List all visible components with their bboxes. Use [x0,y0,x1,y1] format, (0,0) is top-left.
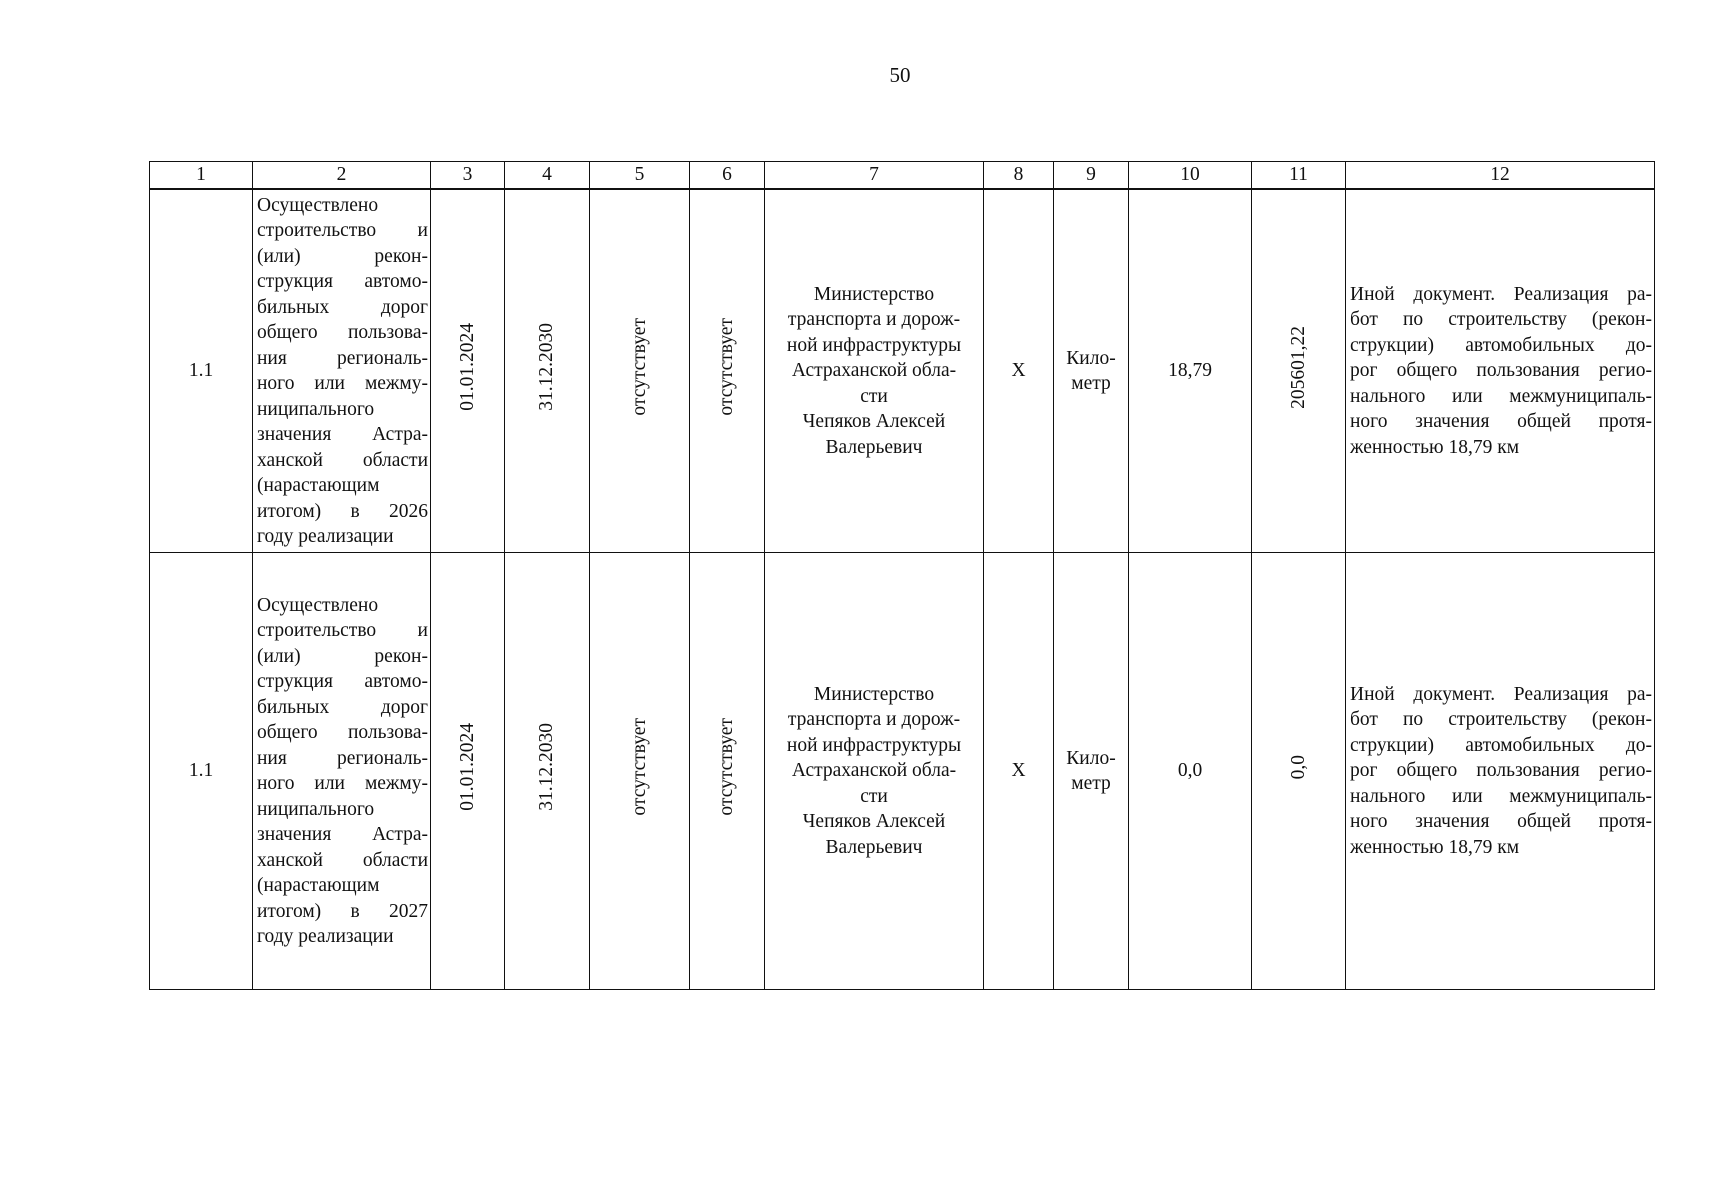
end-date: 31.12.2030 [536,723,558,812]
description-line: Осуществлено [257,194,379,216]
description-line: значения Астра- [257,424,428,445]
description-line: итогом) в 2027 [257,900,428,922]
document-line: рог общего пользования регио- [1350,360,1652,382]
document-line: женностью 18,79 км [1350,836,1520,858]
responsible-line: Чепяков Алексей [802,811,946,833]
document-line: нального или межмуниципаль- [1350,385,1652,407]
col8-value: X [984,553,1054,990]
document-line: Иной документ. Реализация ра- [1350,683,1652,705]
document-line: Иной документ. Реализация ра- [1350,283,1652,305]
col5-cell [590,189,690,553]
description-line: общего пользова- [257,322,428,343]
description-line: (нарастающим [257,875,380,896]
document-description [1346,189,1655,553]
description-line: итогом) в 2026 [257,500,428,522]
document-line: струкции) автомобильных до- [1350,734,1652,756]
table-row [150,189,1655,553]
column-header: 1 [150,162,253,190]
document-line: ного значения общей протя- [1350,811,1652,833]
unit-line: Кило- [1066,347,1116,369]
col5-value: отсутствует [628,318,650,417]
responsible-line: Астраханской обла- [791,360,957,382]
description-line: ниципального [257,798,375,820]
column-header: 7 [765,162,984,190]
description-line: бильных дорог [257,296,428,318]
description-line: ного или межму- [257,373,428,394]
responsible-line: Министерство [813,683,935,705]
header-row [150,162,1655,190]
description-line: ния региональ- [257,747,428,769]
description-line: бильных дорог [257,696,428,718]
column-header: 9 [1054,162,1129,190]
column-header: 11 [1252,162,1346,190]
funding-cell [1252,189,1346,553]
col8-value: X [984,189,1054,553]
end-date: 31.12.2030 [536,323,558,412]
document-line: рог общего пользования регио- [1350,760,1652,782]
indicator-value: 18,79 [1129,189,1252,553]
col6-value: отсутствует [716,318,738,417]
end-date-cell [505,553,590,990]
unit [1054,553,1129,990]
responsible-line: ной инфраструктуры [786,734,962,756]
unit [1054,189,1129,553]
column-header: 6 [690,162,765,190]
funding-cell [1252,553,1346,990]
responsible [765,553,984,990]
start-date-cell [431,553,505,990]
responsible-line: сти [860,785,888,807]
description-line: ханской области [257,849,428,871]
page-number: 50 [889,63,911,87]
col5-cell [590,553,690,990]
description-line: ния региональ- [257,347,428,369]
responsible-line: транспорта и дорож- [787,709,961,731]
description-line: ханской области [257,449,428,471]
document-line: струкции) автомобильных до- [1350,334,1652,356]
col5-value: отсутствует [628,718,650,817]
description-line: Осуществлено [257,594,379,616]
description-line: (или) рекон- [257,245,428,267]
column-header: 8 [984,162,1054,190]
description-line: (нарастающим [257,475,380,496]
description-line: общего пользова- [257,722,428,743]
responsible-line: транспорта и дорож- [787,309,961,331]
col6-cell [690,189,765,553]
description-line: струкция автомо- [257,671,428,692]
document-line: бот по строительству (рекон- [1350,309,1652,331]
column-header: 2 [253,162,431,190]
column-header: 5 [590,162,690,190]
unit-line: Кило- [1066,747,1116,769]
description-line: значения Астра- [257,824,428,845]
description-line: ного или межму- [257,773,428,794]
end-date-cell [505,189,590,553]
funding-value: 205601,22 [1287,325,1309,409]
responsible-line: ной инфраструктуры [786,334,962,356]
data-table [149,161,1655,990]
unit-line: метр [1071,373,1111,394]
responsible [765,189,984,553]
column-header: 3 [431,162,505,190]
event-description [253,553,431,990]
table-row [150,553,1655,990]
column-header: 4 [505,162,590,190]
document-line: нального или межмуниципаль- [1350,785,1652,807]
responsible-line: Министерство [813,283,935,305]
responsible-line: Валерьевич [825,436,923,458]
start-date-cell [431,189,505,553]
description-line: струкция автомо- [257,271,428,292]
document-line: ного значения общей протя- [1350,411,1652,433]
funding-value: 0,0 [1287,755,1309,780]
description-line: году реализации [257,926,394,947]
start-date: 01.01.2024 [456,723,478,812]
responsible-line: Астраханской обла- [791,760,957,782]
unit-line: метр [1071,773,1111,794]
responsible-line: сти [860,385,888,407]
responsible-line: Валерьевич [825,836,923,858]
event-description [253,189,431,553]
row-number: 1.1 [150,189,253,553]
document-line: бот по строительству (рекон- [1350,709,1652,731]
description-line: строительство и [257,220,428,241]
col6-value: отсутствует [716,718,738,817]
document-description [1346,553,1655,990]
responsible-line: Чепяков Алексей [802,411,946,433]
description-line: ниципального [257,398,375,420]
col6-cell [690,553,765,990]
column-header: 12 [1346,162,1655,190]
start-date: 01.01.2024 [456,323,478,412]
description-line: (или) рекон- [257,645,428,667]
column-header: 10 [1129,162,1252,190]
document-line: женностью 18,79 км [1350,436,1520,458]
description-line: строительство и [257,620,428,641]
row-number: 1.1 [150,553,253,990]
description-line: году реализации [257,526,394,547]
indicator-value: 0,0 [1129,553,1252,990]
